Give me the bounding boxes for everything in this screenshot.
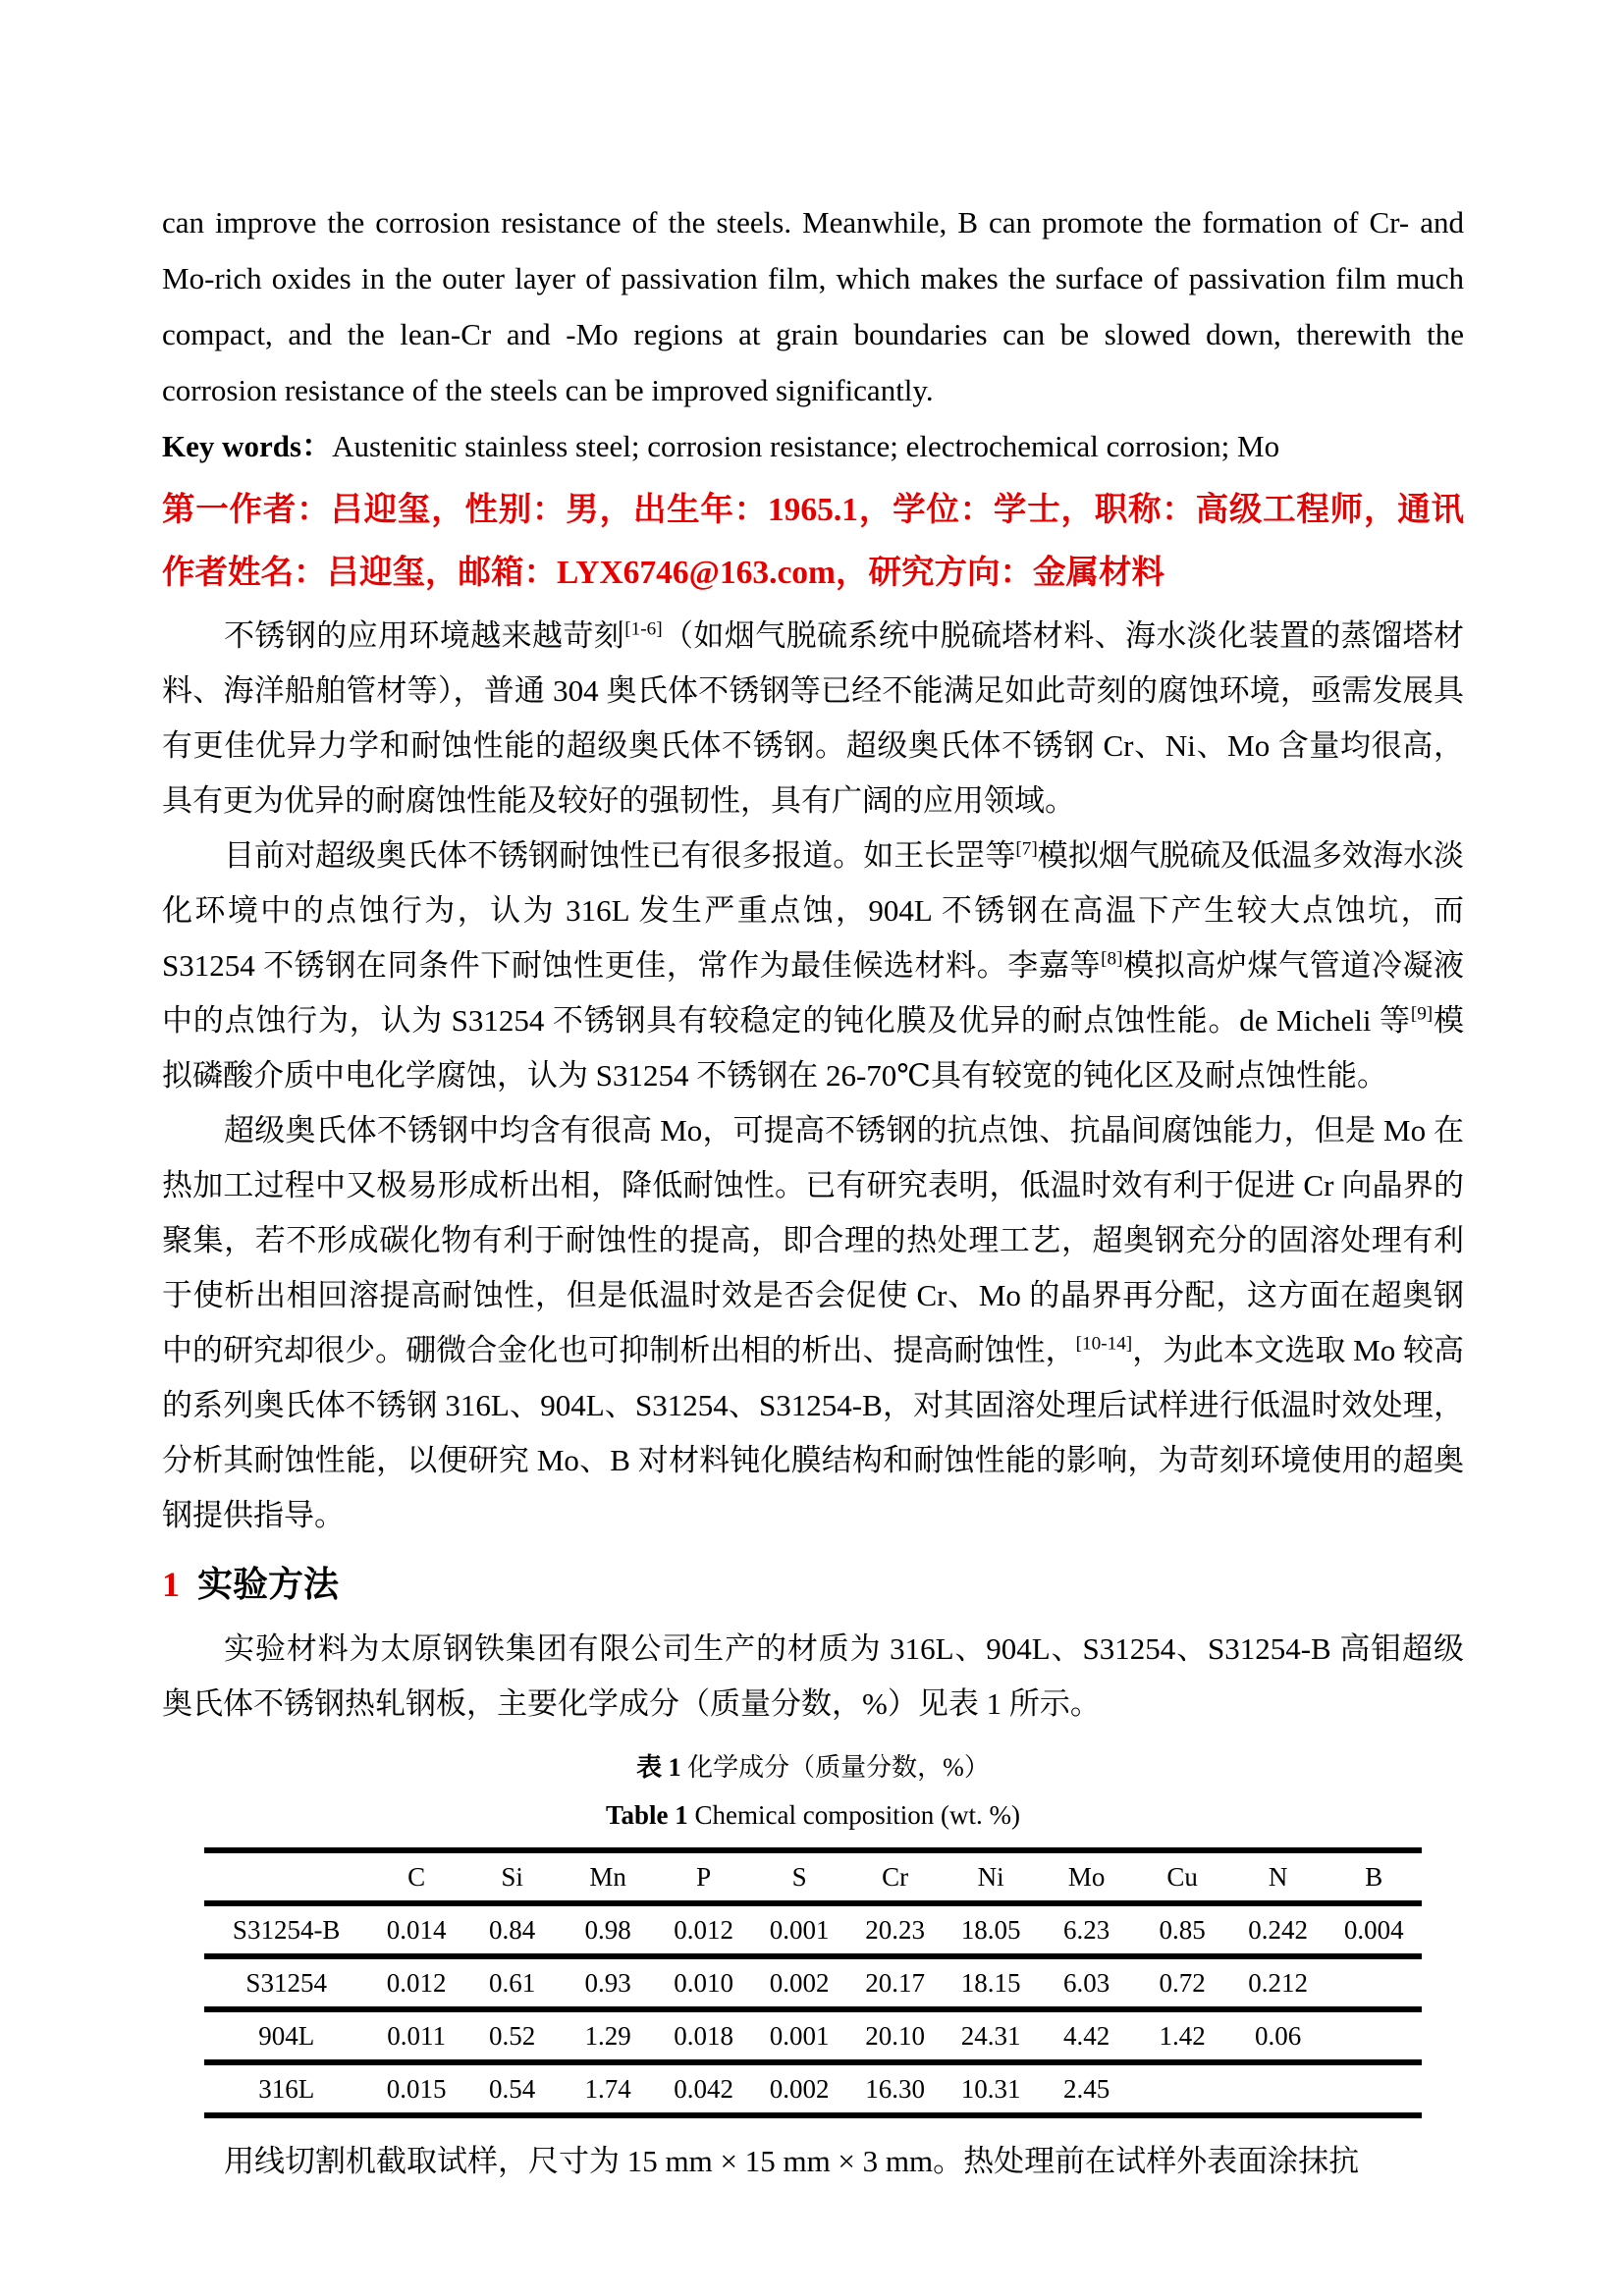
table-header-element: Mn: [589, 1861, 626, 1892]
section-number: 1: [162, 1565, 180, 1604]
table-header-row: [204, 1850, 1422, 1903]
reference-superscript: [9]: [1410, 1003, 1434, 1025]
table-cell-value: 6.03: [1063, 1967, 1110, 1998]
table-cell-value: 1.74: [584, 2073, 631, 2104]
table-cell-steel-grade: S31254: [245, 1967, 327, 1998]
reference-superscript: [1-6]: [624, 618, 663, 640]
intro-paragraph-1: [162, 609, 1464, 828]
table-row: [204, 1903, 1422, 1956]
table-cell-value: 0.010: [674, 1967, 734, 1998]
table-caption-en-text: Chemical composition (wt. %): [694, 1800, 1020, 1830]
table-header-element: Mo: [1067, 1861, 1106, 1892]
section-title: 实验方法: [197, 1564, 340, 1604]
table-caption-en-label: Table 1: [606, 1800, 688, 1830]
table-cell-value: 0.002: [769, 2073, 830, 2104]
english-abstract-paragraph: can improve the corrosion resistance of the steels. Meanwhile, B can promote the formation of Cr- and Mo-rich oxides in the outer layer of passivation film, which makes the surface of passivation film much compact, and the lean-Cr and -Mo regions at grain boundaries can be slowed down, therewith the corrosion resistance of the steels can be improved significantly.: [162, 205, 1464, 407]
table-cell-value: 0.06: [1255, 2020, 1302, 2051]
table-cell-value: 0.72: [1159, 1967, 1206, 1998]
table-cell-steel-grade: 904L: [258, 2020, 315, 2051]
table-cell-value: 0.011: [387, 2020, 447, 2051]
table-cell-value: 6.23: [1063, 1914, 1110, 1945]
specimen-preparation-paragraph: 用线切割机截取试样，尺寸为 15 mm × 15 mm × 3 mm。热处理前在试样外表面涂抹抗: [224, 2144, 1360, 2178]
table-cell-value: 0.014: [386, 1914, 447, 1945]
table-row: [204, 2062, 1422, 2115]
table-cell-value: 0.001: [769, 2020, 830, 2051]
table-cell-value: 0.018: [674, 2020, 734, 2051]
reference-superscript: [7]: [1015, 838, 1038, 860]
intro-paragraph-2: [162, 828, 1464, 1103]
table-header-element: B: [1365, 1861, 1383, 1892]
table-cell-value: 20.17: [865, 1967, 926, 1998]
table-caption-en: [162, 1790, 1464, 1840]
table-cell-value: 20.10: [865, 2020, 926, 2051]
page-content: [162, 194, 1464, 2189]
table-header-element: Si: [501, 1861, 523, 1892]
table-cell-value: 0.004: [1343, 1914, 1404, 1945]
table-header-element: Ni: [977, 1861, 1004, 1892]
table-cell-value: 0.002: [769, 1967, 830, 1998]
table-cell-value: 24.31: [960, 2020, 1021, 2051]
table-cell-value: 0.242: [1248, 1914, 1309, 1945]
table-caption-zh-text: 化学成分（质量分数，%）: [687, 1753, 990, 1782]
table-cell-value: 0.54: [489, 2073, 536, 2104]
table-caption-zh: [162, 1745, 1464, 1790]
keywords-line: [162, 418, 1464, 474]
table-cell-value: 0.012: [386, 1967, 447, 1998]
keywords-text: Austenitic stainless steel; corrosion resistance; electrochemical corrosion; Mo: [332, 429, 1280, 463]
reference-superscript: [8]: [1101, 948, 1123, 970]
table-cell-steel-grade: 316L: [258, 2073, 315, 2104]
table-cell-value: 0.012: [674, 1914, 734, 1945]
table-cell-value: 0.84: [489, 1914, 536, 1945]
materials-paragraph: 实验材料为太原钢铁集团有限公司生产的材质为 316L、904L、S31254、S31254-B 高钼超级奥氏体不锈钢热轧钢板，主要化学成分（质量分数，%）见表 1 所示。: [162, 1631, 1464, 1721]
table-cell-value: 20.23: [865, 1914, 926, 1945]
table-cell-value: 0.015: [386, 2073, 447, 2104]
section-heading-experimental-method: [162, 1563, 1464, 1606]
table-header-element: P: [696, 1861, 712, 1892]
text-segment: （如烟气脱硫系统中脱硫塔材料、海水淡化装置的蒸馏塔材料、海洋船舶管材等），普通 304 奥氏体不锈钢等已经不能满足如此苛刻的腐蚀环境，亟需发展具有更佳优异力学和耐蚀性能的超级奥氏体不锈钢。超级奥氏体不锈钢 Cr、Ni、Mo 含量均很高，具有更为优异的耐腐蚀性能及较好的强韧性，具有广阔的应用领域。: [162, 618, 1464, 818]
table-row: [204, 2009, 1422, 2062]
table-header-element: Cu: [1166, 1861, 1198, 1892]
table-cell-steel-grade: S31254-B: [232, 1914, 341, 1945]
table-cell-value: 18.05: [960, 1914, 1021, 1945]
table-cell-value: [1326, 2062, 1422, 2115]
table-header-element: C: [407, 1861, 426, 1892]
table-cell-value: [1134, 2062, 1230, 2115]
table-cell-value: 1.29: [584, 2020, 631, 2051]
table-header-steel: [204, 1850, 368, 1903]
table-cell-value: 0.212: [1248, 1967, 1309, 1998]
table-cell-value: 4.42: [1063, 2020, 1110, 2051]
table-cell-value: 18.15: [960, 1967, 1021, 1998]
table-cell-value: [1326, 2009, 1422, 2062]
table-header-element: Cr: [882, 1861, 909, 1892]
table-cell-value: 0.98: [584, 1914, 631, 1945]
text-segment: 模拟磷酸介质中电化学腐蚀，认为 S31254 不锈钢在 26-70℃具有较宽的钝化区及耐点蚀性能。: [162, 1003, 1465, 1093]
keywords-label: Key words：: [162, 429, 333, 463]
reference-superscript: [10-14]: [1075, 1333, 1133, 1355]
table-cell-value: [1230, 2062, 1326, 2115]
table-cell-value: 0.001: [769, 1914, 830, 1945]
table-cell-value: 0.52: [489, 2020, 536, 2051]
text-segment: 不锈钢的应用环境越来越苛刻: [224, 618, 625, 653]
table-cell-value: 16.30: [865, 2073, 926, 2104]
table-caption-zh-label: 表 1: [636, 1753, 681, 1782]
table-cell-value: [1326, 1956, 1422, 2009]
table-row: [204, 1956, 1422, 2009]
table-cell-value: 0.042: [674, 2073, 734, 2104]
composition-table-body: [204, 1903, 1422, 2115]
composition-table-head: [204, 1850, 1422, 1903]
table-cell-value: 0.93: [584, 1967, 631, 1998]
table-cell-value: 10.31: [960, 2073, 1021, 2104]
text-segment: 目前对超级奥氏体不锈钢耐蚀性已有很多报道。如王长罡等: [224, 838, 1016, 873]
table-header-element: N: [1268, 1861, 1288, 1892]
table-header-element: S: [791, 1861, 807, 1892]
text-segment: 超级奥氏体不锈钢中均含有很高 Mo，可提高不锈钢的抗点蚀、抗晶间腐蚀能力，但是 Mo 在热加工过程中又极易形成析出相，降低耐蚀性。已有研究表明，低温时效有利于促进 Cr 向晶界的聚集，若不形成碳化物有利于耐蚀性的提高，即合理的热处理工艺，超奥钢充分的固溶处理有利于使析出相回溶提高耐蚀性，但是低温时效是否会促使 Cr、Mo 的晶界再分配，这方面在超奥钢中的研究却很少。硼微合金化也可抑制析出相的析出、提高耐蚀性，: [162, 1113, 1464, 1367]
text-segment: ，为此本文选取 Mo 较高的系列奥氏体不锈钢 316L、904L、S31254、S31254-B，对其固溶处理后试样进行低温时效处理，分析其耐蚀性能，以便研究 Mo、B 对材料钝化膜结构和耐蚀性能的影响，为苛刻环境使用的超奥钢提供指导。: [162, 1333, 1464, 1532]
text-segment: 模拟烟气脱硫及低温多效海水淡化环境中的点蚀行为，认为 316L 发生严重点蚀，904L 不锈钢在高温下产生较大点蚀坑，而 S31254 不锈钢在同条件下耐蚀性更佳，常作为最佳候选材料。李嘉等: [162, 838, 1465, 983]
table-cell-value: 0.85: [1159, 1914, 1206, 1945]
author-note: 第一作者：吕迎玺，性别：男，出生年：1965.1，学位：学士，职称：高级工程师，通讯作者姓名：吕迎玺，邮箱：LYX6746@163.com，研究方向：金属材料: [162, 492, 1464, 591]
table-cell-value: 1.42: [1159, 2020, 1206, 2051]
chemical-composition-table: [204, 1847, 1422, 2118]
table-cell-value: 0.61: [489, 1967, 536, 1998]
table-cell-value: 2.45: [1063, 2073, 1110, 2104]
intro-paragraph-3: [162, 1103, 1464, 1543]
text-segment: 模拟高炉煤气管道冷凝液中的点蚀行为，认为 S31254 不锈钢具有较稳定的钝化膜及优异的耐点蚀性能。de Micheli 等: [162, 948, 1464, 1038]
